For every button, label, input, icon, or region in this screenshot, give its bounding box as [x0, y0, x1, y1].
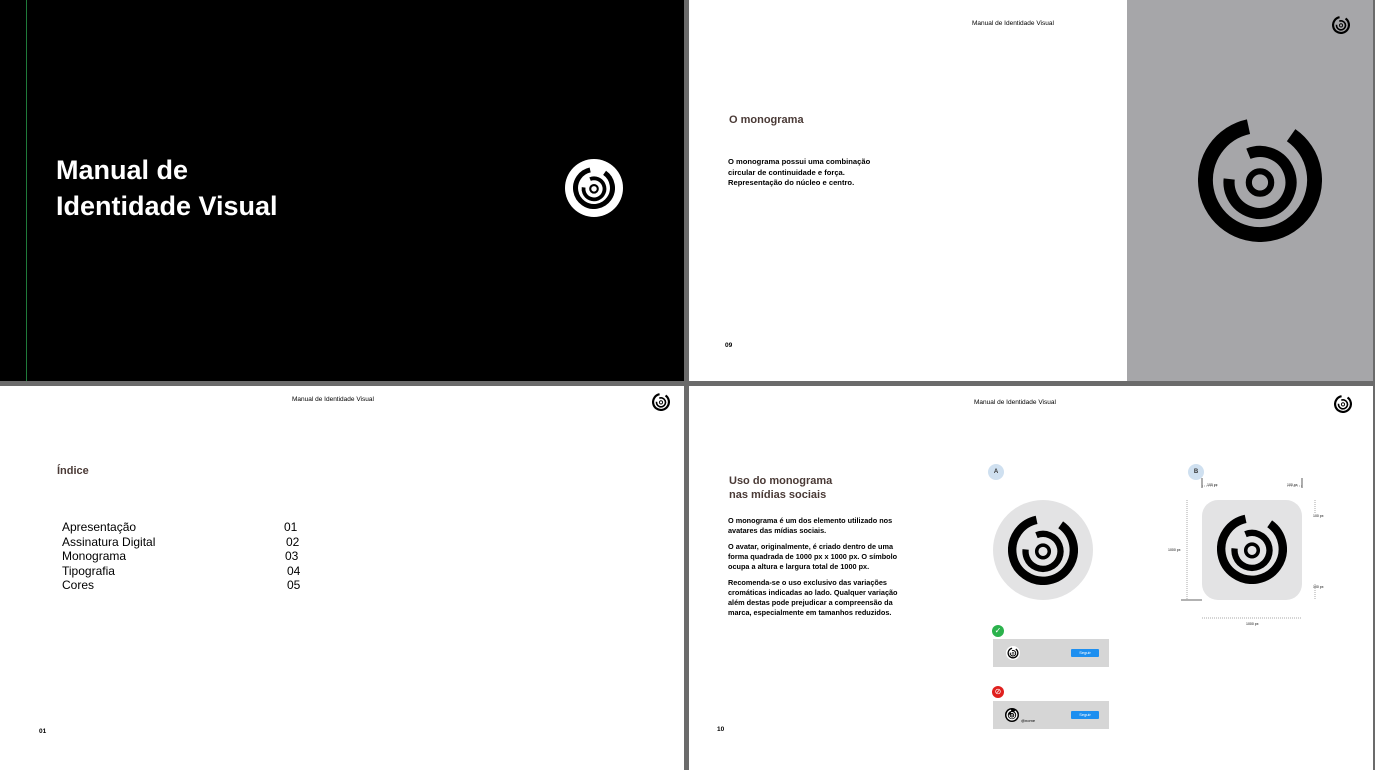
toc-page: 05 — [287, 578, 301, 592]
dim-label: 100 px — [1287, 483, 1298, 487]
toc-label: Cores — [62, 578, 95, 592]
monogram-logo-icon — [564, 158, 624, 218]
dim-label: 1000 px — [1168, 548, 1181, 552]
corner-logo-icon — [1332, 16, 1350, 34]
body-line: forma quadrada de 1000 px x 1000 px. O símbolo — [728, 552, 898, 561]
corner-logo-icon — [1334, 395, 1352, 413]
profile-handle: @nome — [1021, 718, 1036, 723]
toc-page: 03 — [285, 549, 299, 563]
toc-page: 04 — [287, 563, 301, 578]
section-title-line2: nas mídias sociais — [729, 489, 827, 501]
avatar — [1005, 708, 1019, 722]
circle-avatar-icon — [993, 500, 1093, 600]
dim-label: 100 px — [1207, 483, 1218, 487]
body-line: Representação do núcleo e centro. — [728, 178, 855, 187]
body-line: ocupa a altura e largura total de 1000 px. — [728, 562, 870, 571]
section-body — [728, 157, 870, 189]
toc-label: Tipografia — [62, 563, 115, 578]
section-title: Índice — [57, 465, 89, 477]
cover-title-line2: Identidade Visual — [56, 191, 278, 221]
page-header: Manual de Identidade Visual — [974, 399, 1056, 406]
section-body — [728, 516, 898, 618]
toc-item[interactable] — [62, 564, 302, 579]
body-line: O monograma é um dos elemento utilizado nos — [728, 516, 893, 525]
variant-b-badge: B — [1188, 464, 1204, 480]
dim-label: 1000 px — [1246, 622, 1259, 626]
body-line: marca, especialmente em tamanhos reduzidos. — [728, 608, 892, 617]
cover-title-line1: Manual de — [56, 155, 189, 185]
toc-item[interactable] — [62, 535, 302, 550]
page-header: Manual de Identidade Visual — [292, 396, 374, 403]
dim-label: 100 px — [1313, 585, 1324, 589]
follow-button[interactable]: Seguir — [1071, 711, 1099, 719]
social-media-page — [689, 386, 1373, 770]
cover-page — [0, 0, 684, 381]
large-monogram-icon — [1198, 118, 1322, 242]
square-avatar-diagram — [1167, 478, 1337, 628]
page-number: 09 — [725, 342, 733, 349]
page-header: Manual de Identidade Visual — [972, 20, 1054, 27]
cover-title — [56, 152, 278, 224]
toc-page: 01 — [284, 520, 298, 534]
forbidden-icon: ⊘ — [992, 686, 1004, 698]
variant-a-badge: A — [988, 464, 1004, 480]
section-title — [729, 474, 832, 502]
section-title-line1: Uso do monograma — [729, 475, 833, 487]
body-line: além destas pode prejudicar a compreensão da — [728, 598, 893, 607]
profile-mockup-incorrect — [993, 701, 1109, 729]
follow-button[interactable]: Seguir — [1071, 649, 1099, 657]
dim-label: 100 px — [1313, 514, 1324, 518]
section-title: O monograma — [729, 114, 804, 126]
green-divider-line — [26, 0, 27, 381]
toc-label: Monograma — [62, 549, 127, 563]
monogram-page — [689, 0, 1373, 381]
page-number: 10 — [717, 726, 725, 733]
body-line: cromáticas indicadas ao lado. Qualquer variação — [728, 588, 898, 597]
check-icon: ✓ — [992, 625, 1004, 637]
toc-label: Assinatura Digital — [62, 534, 156, 549]
body-line: avatares das mídias sociais. — [728, 526, 827, 535]
body-line: O monograma possui uma combinação — [728, 157, 871, 166]
toc-item[interactable] — [62, 578, 302, 593]
toc-item[interactable] — [62, 520, 302, 535]
body-line: circular de continuidade e força. — [728, 167, 845, 177]
toc-page: 02 — [286, 534, 300, 549]
toc-label: Apresentação — [62, 520, 137, 534]
corner-logo-icon — [652, 393, 670, 411]
body-line: Recomenda-se o uso exclusivo das variações — [728, 578, 887, 587]
page-number: 01 — [39, 728, 47, 735]
body-line: O avatar, originalmente, é criado dentro de uma — [728, 542, 894, 551]
toc-item[interactable] — [62, 549, 302, 564]
table-of-contents — [62, 520, 302, 593]
avatar — [1006, 646, 1020, 660]
profile-mockup-correct — [993, 639, 1109, 667]
